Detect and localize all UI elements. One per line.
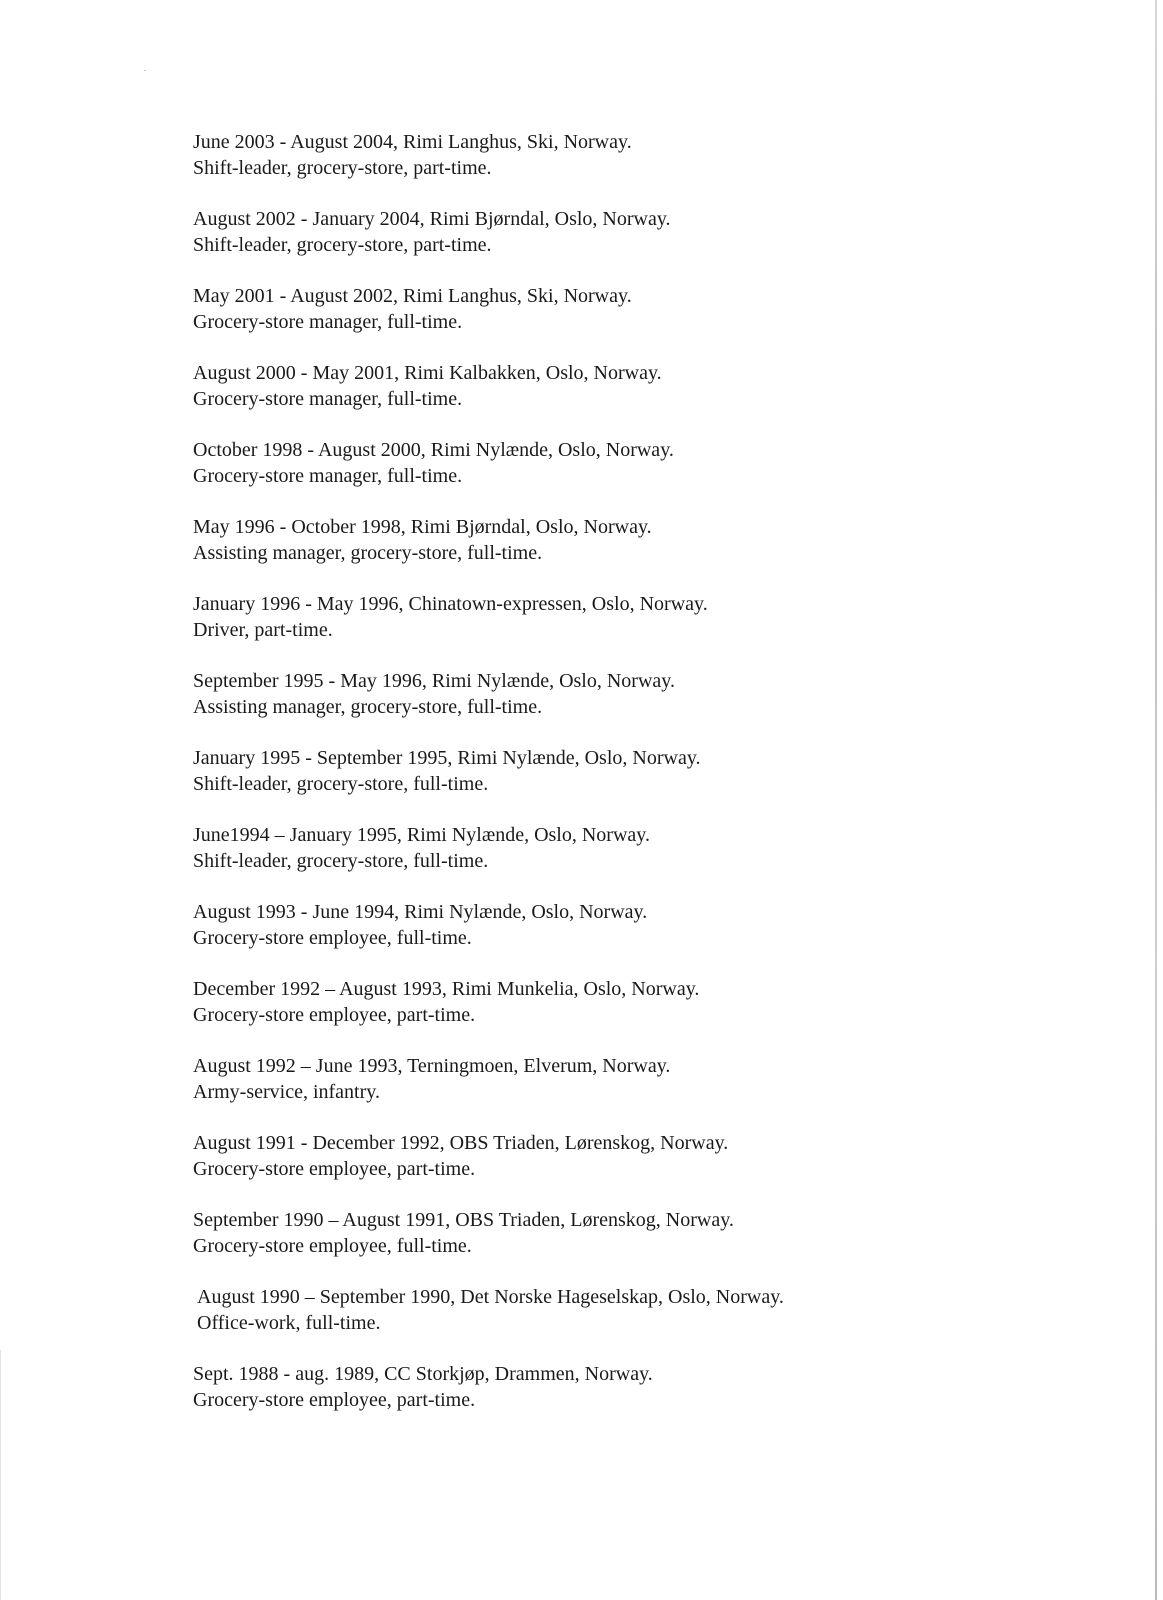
entry-role: Shift-leader, grocery-store, part-time. (193, 233, 492, 256)
entry-role: Grocery-store manager, full-time. (193, 310, 463, 333)
entry-role: Assisting manager, grocery-store, full-time. (193, 695, 543, 718)
entry-period-place: August 1990 – September 1990, Det Norske Hageselskap, Oslo, Norway. (197, 1286, 784, 1308)
entry-period-place: May 1996 - October 1998, Rimi Bjørndal, Oslo, Norway. (193, 516, 652, 538)
entry-period-place: January 1995 - September 1995, Rimi Nylænde, Oslo, Norway. (193, 747, 701, 769)
entry-role: Office-work, full-time. (197, 1311, 381, 1334)
entry-period-place: June 2003 - August 2004, Rimi Langhus, Ski, Norway. (193, 131, 632, 153)
employment-entry (197, 1285, 1093, 1336)
employment-entry (193, 361, 1093, 412)
entry-period-place: August 1991 - December 1992, OBS Triaden, Lørenskog, Norway. (193, 1132, 729, 1154)
employment-entry (193, 515, 1093, 566)
scan-speck (144, 70, 146, 71)
entry-period-place: September 1990 – August 1991, OBS Triaden, Lørenskog, Norway. (193, 1209, 734, 1231)
entry-period-place: May 2001 - August 2002, Rimi Langhus, Ski, Norway. (193, 285, 632, 307)
entry-period-place: September 1995 - May 1996, Rimi Nylænde, Oslo, Norway. (193, 670, 675, 692)
employment-entry (193, 1131, 1093, 1182)
employment-entry (193, 746, 1093, 797)
entry-period-place: June1994 – January 1995, Rimi Nylænde, Oslo, Norway. (193, 824, 650, 846)
employment-entry (193, 669, 1093, 720)
entry-role: Shift-leader, grocery-store, full-time. (193, 849, 489, 872)
employment-entry (193, 977, 1093, 1028)
entry-role: Grocery-store employee, full-time. (193, 926, 472, 949)
employment-entry (193, 1208, 1093, 1259)
employment-entry (193, 900, 1093, 951)
employment-entry (193, 130, 1093, 181)
entry-role: Assisting manager, grocery-store, full-time. (193, 541, 543, 564)
entry-period-place: Sept. 1988 - aug. 1989, CC Storkjøp, Drammen, Norway. (193, 1363, 653, 1385)
entry-role: Shift-leader, grocery-store, full-time. (193, 772, 489, 795)
employment-history-list (193, 130, 1093, 1439)
entry-period-place: August 2000 - May 2001, Rimi Kalbakken, Oslo, Norway. (193, 362, 662, 384)
employment-entry (193, 823, 1093, 874)
entry-role: Shift-leader, grocery-store, part-time. (193, 156, 492, 179)
entry-role: Grocery-store employee, full-time. (193, 1234, 472, 1257)
employment-entry (193, 1054, 1093, 1105)
entry-role: Driver, part-time. (193, 618, 333, 641)
scan-edge-left (0, 1350, 1, 1600)
employment-entry (193, 592, 1093, 643)
entry-role: Grocery-store manager, full-time. (193, 464, 463, 487)
entry-period-place: October 1998 - August 2000, Rimi Nylænde, Oslo, Norway. (193, 439, 674, 461)
employment-entry (193, 207, 1093, 258)
entry-period-place: August 1992 – June 1993, Terningmoen, Elverum, Norway. (193, 1055, 671, 1077)
entry-period-place: August 1993 - June 1994, Rimi Nylænde, Oslo, Norway. (193, 901, 648, 923)
entry-role: Grocery-store employee, part-time. (193, 1388, 476, 1411)
entry-period-place: August 2002 - January 2004, Rimi Bjørndal, Oslo, Norway. (193, 208, 671, 230)
entry-role: Grocery-store employee, part-time. (193, 1003, 476, 1026)
entry-period-place: December 1992 – August 1993, Rimi Munkelia, Oslo, Norway. (193, 978, 700, 1000)
entry-role: Grocery-store manager, full-time. (193, 387, 463, 410)
employment-entry (193, 1362, 1093, 1413)
entry-period-place: January 1996 - May 1996, Chinatown-expressen, Oslo, Norway. (193, 593, 708, 615)
entry-role: Grocery-store employee, part-time. (193, 1157, 476, 1180)
employment-entry (193, 284, 1093, 335)
employment-entry (193, 438, 1093, 489)
entry-role: Army-service, infantry. (193, 1080, 380, 1103)
scan-edge-right (1155, 0, 1157, 1600)
